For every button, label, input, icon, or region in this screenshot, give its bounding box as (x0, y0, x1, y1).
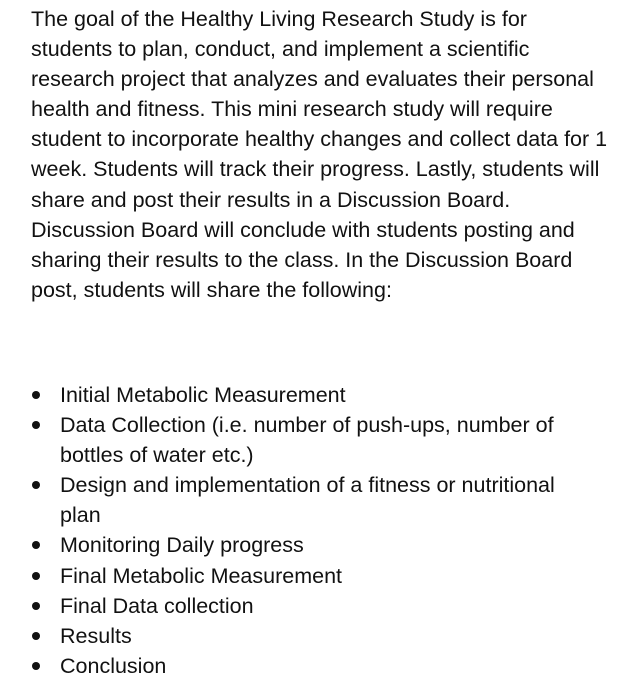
bullet-icon (32, 421, 40, 429)
bullet-icon (32, 572, 40, 580)
list-item-text: Final Data collection (60, 593, 254, 618)
bullet-icon (32, 662, 40, 670)
list-item-text: Data Collection (i.e. number of push-ups, number of bottles of water etc.) (60, 413, 554, 468)
list-item-text: Monitoring Daily progress (60, 533, 304, 558)
intro-paragraph: The goal of the Healthy Living Research Study is for students to plan, conduct, and implement a scientific research project that analyzes and evaluates their personal health and fitness. This mini research study will require student to incorporate healthy changes and collect data for 1 week. Students will track their progress. Lastly, students will share and post their results in a Discussion Board. Discussion Board will conclude with students posting and sharing their results to the class. In the Discussion Board post, students will share the following: (31, 7, 608, 302)
bullet-icon (32, 632, 40, 640)
list-item-text: Initial Metabolic Measurement (60, 383, 346, 407)
requirements-list (32, 380, 572, 681)
list-item-text: Conclusion (60, 653, 167, 678)
bullet-icon (32, 481, 40, 489)
list-item (32, 380, 572, 410)
list-item (32, 470, 572, 530)
list-item (32, 621, 572, 651)
list-item (32, 410, 572, 470)
list-item (32, 561, 572, 591)
list-item (32, 591, 572, 621)
document-page (31, 4, 611, 305)
bullet-icon (32, 391, 40, 399)
list-item-text: Results (60, 623, 132, 648)
list-item (32, 651, 572, 681)
list-item (32, 530, 572, 560)
list-item-text: Design and implementation of a fitness or nutritional plan (60, 473, 555, 528)
list-item-text: Final Metabolic Measurement (60, 563, 343, 588)
bullet-icon (32, 541, 40, 549)
bullet-icon (32, 602, 40, 610)
